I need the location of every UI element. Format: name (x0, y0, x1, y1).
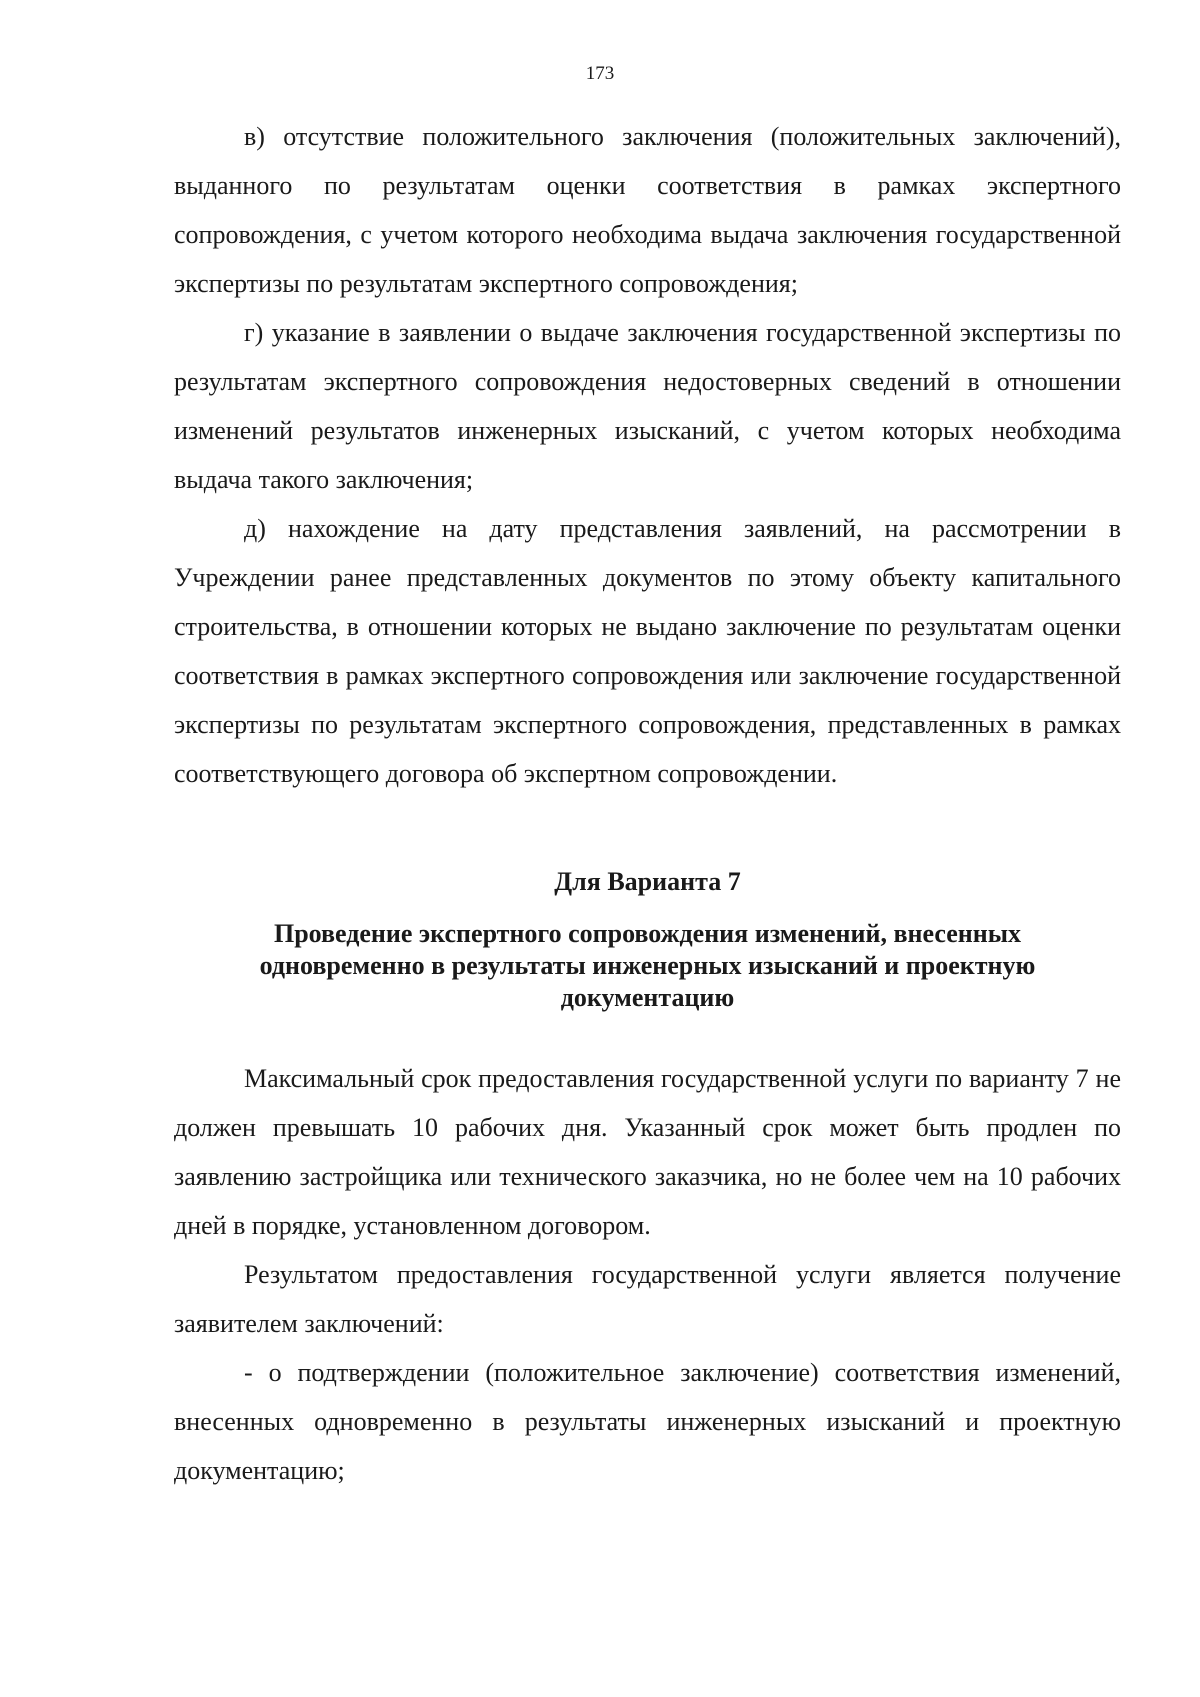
section-spacer (174, 1014, 1121, 1054)
section-title: Проведение экспертного сопровождения изменений, внесенных одновременно в результаты инженерных изысканий и проектную документацию (259, 919, 1036, 1012)
variant-heading: Для Варианта 7 (554, 867, 741, 896)
page-number: 173 (585, 63, 615, 84)
paragraph-item-v: в) отсутствие положительного заключения (положительных заключений), выданного по результатам оценки соответствия в рамках экспертного сопровождения, с учетом которого необходима выдача заключения государственной экспертизы по результатам экспертного сопровождения; (174, 122, 1121, 298)
paragraph-item-g: г) указание в заявлении о выдаче заключения государственной экспертизы по результатам экспертного сопровождения недостоверных сведений в отношении изменений результатов инженерных изысканий, с учетом которых необходима выдача такого заключения; (174, 318, 1121, 494)
paragraph-item-d: д) нахождение на дату представления заявлений, на рассмотрении в Учреждении ранее представленных документов по этому объекту капитального строительства, в отношении которых не выдано заключение по результатам оценки соответствия в рамках экспертного сопровождения или заключение государственной экспертизы по результатам экспертного сопровождения, представленных в рамках соответствующего договора об экспертном сопровождении. (174, 514, 1121, 788)
paragraph-max-term: Максимальный срок предоставления государственной услуги по варианту 7 не должен превышать 10 рабочих дня. Указанный срок может быть продлен по заявлению застройщика или технического заказчика, но не более чем на 10 рабочих дней в порядке, установленном договором. (174, 1064, 1121, 1240)
paragraph-result: Результатом предоставления государственной услуги является получение заявителем заключений: (174, 1260, 1121, 1338)
paragraph-list-item: - о подтверждении (положительное заключение) соответствия изменений, внесенных одновременно в результаты инженерных изысканий и проектную документацию; (174, 1358, 1121, 1485)
section-heading (174, 862, 1121, 1014)
document-body (174, 112, 1121, 1495)
